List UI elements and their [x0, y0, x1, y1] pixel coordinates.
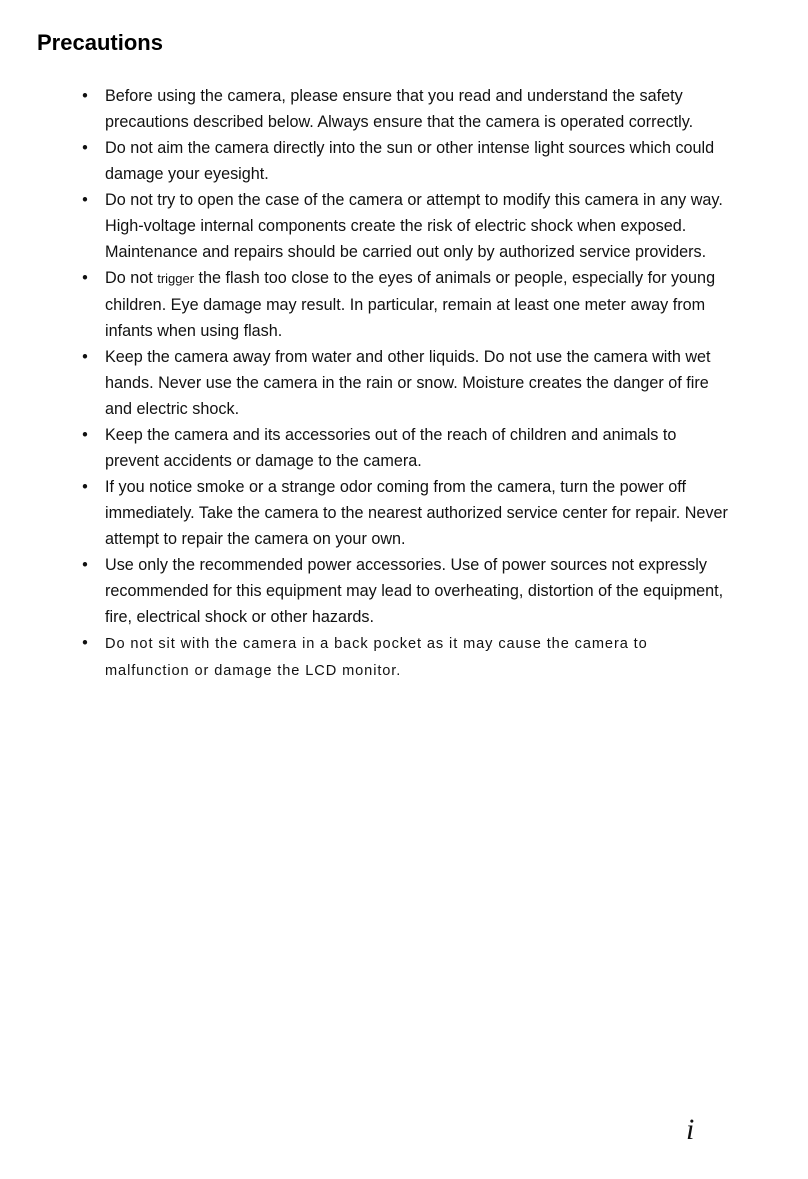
list-item — [78, 552, 728, 630]
list-item — [78, 187, 728, 265]
item-text: Do not sit with the camera in a back pocket as it may cause the camera to malfunction or damage the LCD monitor. — [105, 636, 648, 679]
item-text: If you notice smoke or a strange odor coming from the camera, turn the power off immediately. Take the camera to the nearest authorized service center for repair. Never attempt to repair the camera on your own. — [105, 478, 728, 548]
page-title: Precautions — [37, 30, 163, 55]
bullet: • — [82, 634, 88, 652]
item-text-end: the flash too close to the eyes of animals or people, especially for young children. Eye damage may result. In particular, remain at least one meter away from infants when using flash. — [105, 269, 716, 340]
bullet: • — [82, 269, 88, 287]
item-text: Do not try to open the case of the camera or attempt to modify this camera in any way. High-voltage internal components create the risk of electric shock when exposed. Maintenance and repairs should be carried out only by authorized service providers. — [105, 191, 723, 261]
bullet: • — [82, 478, 88, 496]
item-text-small: trigger — [157, 271, 195, 286]
page-number: i — [686, 1113, 695, 1146]
list-item — [78, 265, 728, 344]
bullet: • — [82, 87, 88, 105]
bullet: • — [82, 191, 88, 209]
bullet: • — [82, 139, 88, 157]
bullet: • — [82, 348, 88, 366]
bullet: • — [82, 426, 88, 444]
precautions-list — [78, 83, 728, 684]
list-item — [78, 474, 728, 552]
list-item — [78, 135, 728, 187]
item-text: Keep the camera away from water and other liquids. Do not use the camera with wet hands. Never use the camera in the rain or snow. Moisture creates the danger of fire and electric shock. — [105, 348, 711, 418]
bullet: • — [82, 556, 88, 574]
item-text: Keep the camera and its accessories out of the reach of children and animals to prevent accidents or damage to the camera. — [105, 426, 677, 470]
item-text: Do not aim the camera directly into the sun or other intense light sources which could damage your eyesight. — [105, 139, 715, 183]
list-item — [78, 422, 728, 474]
list-item — [78, 630, 728, 684]
item-text: Use only the recommended power accessories. Use of power sources not expressly recommended for this equipment may lead to overheating, distortion of the equipment, fire, electrical shock or other hazards. — [105, 556, 724, 626]
item-text: Before using the camera, please ensure that you read and understand the safety precautions described below. Always ensure that the camera is operated correctly. — [105, 87, 694, 131]
item-text-start: Do not — [105, 269, 158, 287]
list-item — [78, 344, 728, 422]
list-item — [78, 83, 728, 135]
